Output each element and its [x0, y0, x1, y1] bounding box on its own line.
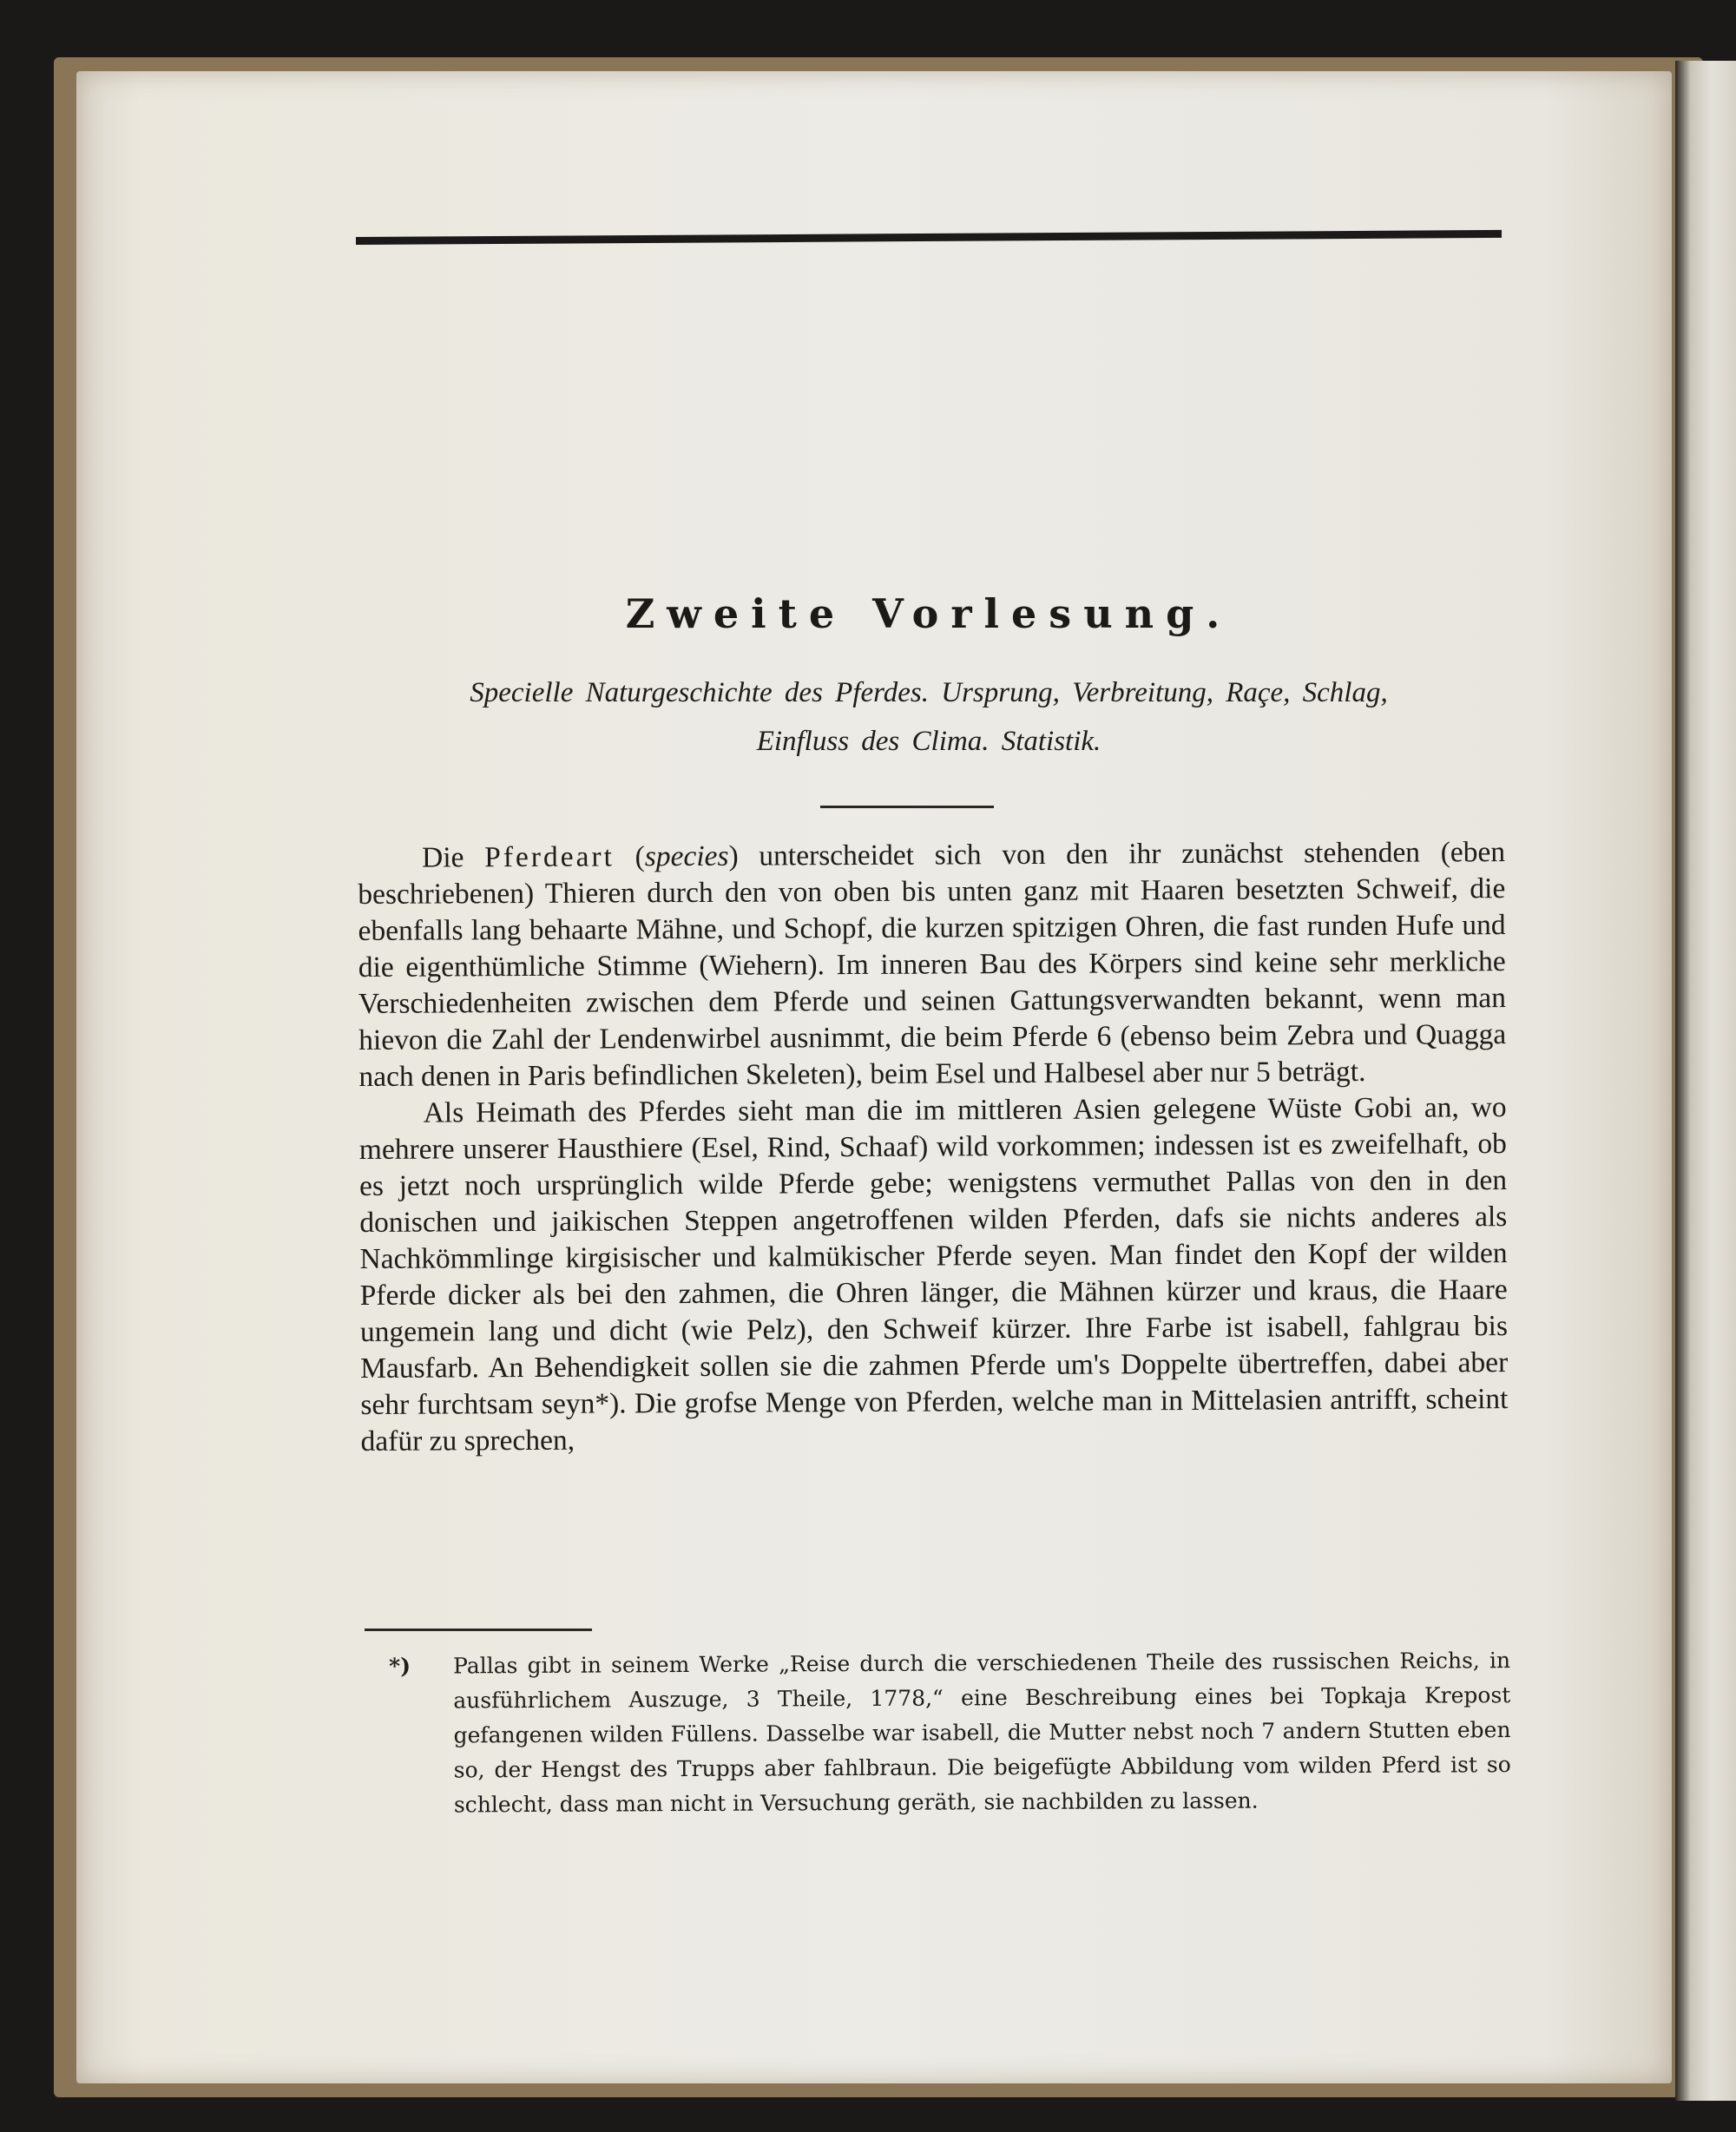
- subtitle-line-1: Specielle Naturgeschichte des Pferdes. Ursprung, Verbreitung, Raçe, Schlag,: [470, 677, 1388, 708]
- facing-page-edge: [1675, 61, 1736, 2101]
- paragraph-1: [358, 834, 1507, 1096]
- chapter-heading: Zweite Vorlesung.: [625, 590, 1233, 637]
- footnote-rule: [365, 1629, 592, 1631]
- paragraph-2: Als Heimath des Pferdes sieht man die im mittleren Asien gelegene Wüste Gobi an, wo mehrere unserer Hausthiere (Esel, Rind, Schaaf) wild vorkommen; indessen ist es zweifelhaft, ob es jetzt noch ursprünglich wilde Pferde gebe; wenigstens vermuthet Pallas von den in den donischen und jaikischen Steppen angetroffenen wilden Pferden, dafs sie nichts anderes als Nachkömmlinge kirgisischer und kalmükischer Pferde seyen. Man findet den Kopf der wilden Pferde dicker als bei den zahmen, die Ohren länger, die Mähnen kürzer und kraus, die Haare ungemein lang und dicht (wie Pelz), den Schweif kürzer. Ihre Farbe ist isabell, fahlgrau bis Mausfarb. An Behendigkeit sollen sie die zahmen Pferde um's Doppelte übertreffen, dabei aber sehr furchtsam seyn*). Die grofse Menge von Pferden, welche man in Mittelasien antrifft, scheint dafür zu sprechen,: [358, 1091, 1509, 1458]
- p1-term: Pferdeart: [484, 840, 615, 874]
- body-text: [358, 834, 1509, 1460]
- p1-open: (: [614, 840, 645, 873]
- footnote-text: Pallas gibt in seinem Werke „Reise durch die verschiedenen Theile des russischen Reichs, in ausführlichem Auszuge, 3 Theile, 1778,“ eine Beschreibung eines bei Topkaja Krepost gefangenen wilden Füllens. Dasselbe war isabell, die Mutter nebst noch 7 andern Stutten eben so, der Hengst des Trupps aber fahlbraun. Die beigefügte Abbildung vom wilden Pferd ist so schlecht, dass man nicht in Versuchung geräth, sie nachbilden zu lassen.: [453, 1648, 1511, 1818]
- p1-rest: ) unterscheidet sich von den ihr zunächst stehenden (eben beschriebenen) Thieren durch den von oben bis unten ganz mit Haaren besetzten Schweif, die ebenfalls lang behaarte Mähne, und Schopf, die kurzen spitzigen Ohren, die fast runden Hufe und die eigenthümliche Stimme (Wiehern). Im inneren Bau des Körpers sind keine sehr merkliche Verschiedenheiten zwischen dem Pferde und seinen Gattungsverwandten bekannt, wenn man hievon die Zahl der Lendenwirbel ausnimmt, die beim Pferde 6 (ebenso beim Zebra und Quagga nach denen in Paris befindlichen Skeleten), beim Esel und Halbesel aber nur 5 beträgt.: [358, 836, 1507, 1093]
- footnote-marker: *): [389, 1653, 411, 1679]
- subtitle-line-2: Einfluss des Clima. Statistik.: [756, 726, 1101, 757]
- section-divider: [820, 806, 994, 808]
- p1-species: species: [644, 839, 729, 873]
- footnote: [365, 1643, 1511, 1823]
- p1-lead: Die: [422, 841, 485, 874]
- chapter-subtitle: [352, 668, 1506, 766]
